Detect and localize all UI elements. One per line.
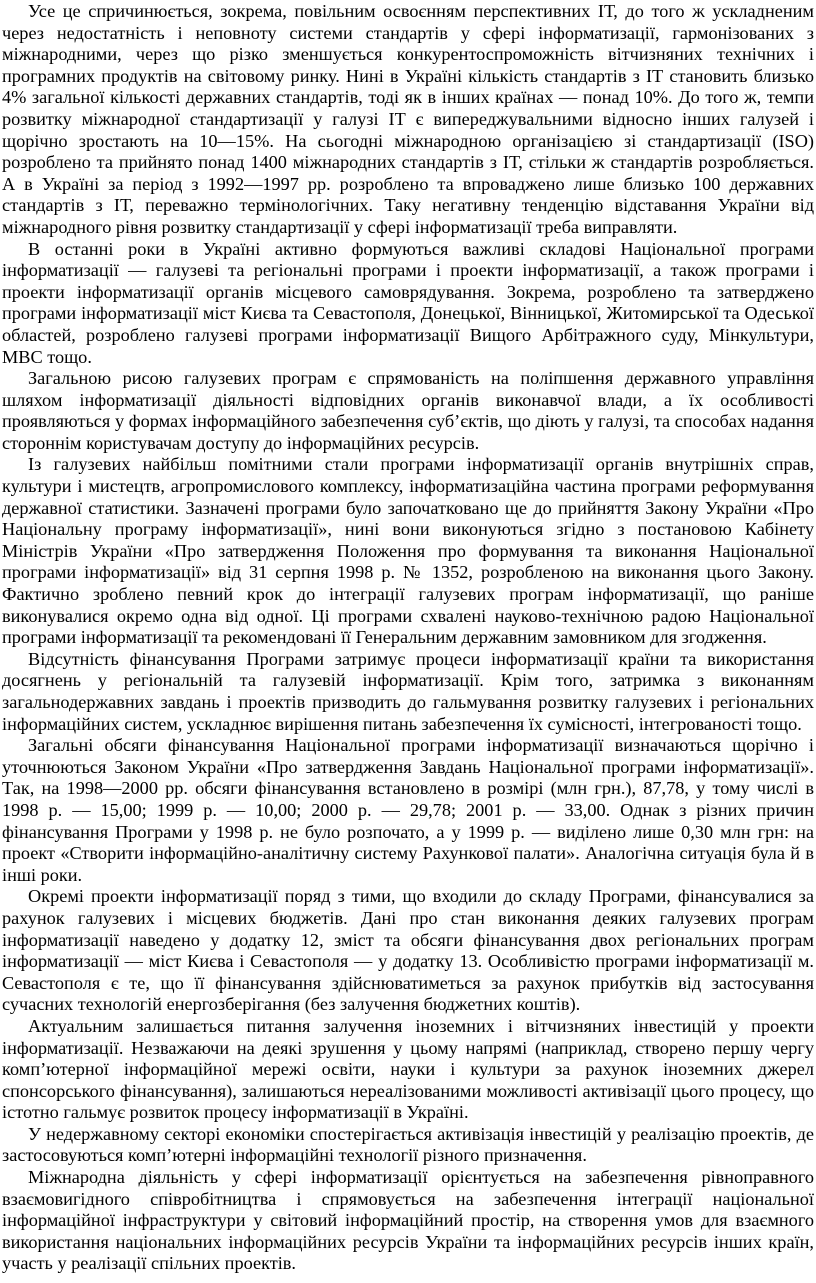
paragraph-regional-programs: В останні роки в Україні активно формуються важливі складові Національної програми інформатизації — галузеві та регіональні програми і проекти інформатизації, а також програми і проекти інформатизації органів місцевого самоврядування. Зокрема, розроблено та затверджено програми інформатизації міст Києва та Севастополя, Донецької, Вінницької, Житомирської та Одеської областей, розроблено галузеві програми інформатизації Вищого Арбітражного суду, Мінкультури, МВС тощо.	[2, 238, 814, 367]
paragraph-investments: Актуальним залишається питання залучення іноземних і вітчизняних інвестицій у проекти інформатизації. Незважаючи на деякі зрушення у цьому напрямі (наприклад, створено першу чергу комп’ютерної інформаційної мережі освіти, науки і культури за рахунок іноземних джерел спонсорського фінансування), залишаються нереалізованими можливості активізації цього процесу, що істотно гальмує розвиток процесу інформатизації в Україні.	[2, 1015, 814, 1123]
paragraph-lack-of-funding: Відсутність фінансування Програми затримує процеси інформатизації країни та використання досягнень у регіональній та галузевій інформатизації. Крім того, затримка з виконанням загальнодержавних завдань і проектів призводить до гальмування розвитку галузевих і регіональних інформаційних систем, ускладнює вирішення питань забезпечення їх сумісності, інтегрованості тощо.	[2, 648, 814, 734]
paragraph-common-features: Загальною рисою галузевих програм є спрямованість на поліпшення державного управління шляхом інформатизації діяльності відповідних органів виконавчої влади, а їх особливості проявляються у формах інформаційного забезпечення суб’єктів, що діють у галузі, та способах надання стороннім користувачам доступу до інформаційних ресурсів.	[2, 368, 814, 453]
paragraph-local-budgets: Окремі проекти інформатизації поряд з тими, що входили до складу Програми, фінансувалися за рахунок галузевих і місцевих бюджетів. Дані про стан виконання деяких галузевих програм інформатизації наведено у додатку 12, зміст та обсяги фінансування двох регіональних програм інформатизації — міст Києва і Севастополя — у додатку 13. Особливістю програми інформатизації м. Севастополя є те, що її фінансування здійснюватиметься за рахунок прибутків від застосування сучасних технологій енергозберігання (без залучення бюджетних коштів).	[2, 886, 814, 1015]
paragraph-funding-volumes: Загальні обсяги фінансування Національної програми інформатизації визначаються щорічно і уточнюються Законом України «Про затвердження Завдань Національної програми інформатизації». Так, на 1998—2000 рр. обсяги фінансування встановлено в розмірі (млн грн.), 87,78, у тому числі в 1998 р. — 15,00; 1999 р. — 10,00; 2000 р. — 29,78; 2001 р. — 33,00. Однак з різних причин фінансування Програми у 1998 р. не було розпочато, а у 1999 р. — виділено лише 0,30 млн грн: на проект «Створити інформаційно-аналітичну систему Рахункової палати». Аналогічна ситуація була й в інші роки.	[2, 735, 814, 885]
paragraph-sector-programs: Із галузевих найбільш помітними стали програми інформатизації органів внутрішніх справ, культури і мистецтв, агропромислового комплексу, інформатизаційна частина програми реформування державної статистики. Зазначені програми було започатковано ще до прийняття Закону України «Про Національну програму інформатизації», нині вони виконуються згідно з постановою Кабінету Міністрів України «Про затвердження Положення про формування та виконання Національної програми інформатизації» від 31 серпня 1998 р. № 1352, розробленою на виконання цього Закону. Фактично зроблено певний крок до інтеграції галузевих програм інформатизації, що раніше виконувалися окремо одна від одної. Ці програми схвалені науково-технічною радою Національної програми інформатизації та рекомендовані її Генеральним державним замовником для згодження.	[2, 454, 814, 648]
paragraph-international: Міжнародна діяльність у сфері інформатизації орієнтується на забезпечення рівноправного взаємовигідного співробітництва і спрямовується на забезпечення інтеграції національної інформаційної інфраструктури у світовий інформаційний простір, на створення умов для взаємного використання національних інформаційних ресурсів України та інформаційних ресурсів інших країн, участь у реалізації спільних проектів.	[2, 1167, 814, 1274]
paragraph-private-sector: У недержавному секторі економіки спостерігається активізація інвестицій у реалізацію проектів, де застосовуються комп’ютерні інформаційні технології різного призначення.	[2, 1123, 814, 1166]
paragraph-standards: Усе це спричинюється, зокрема, повільним освоєнням перспективних ІТ, до того ж ускладненим через недостатність і неповноту системи стандартів у сфері інформатизації, гармонізованих з міжнародними, через що різко зменшується конкурентоспроможність вітчизняних технічних і програмних продуктів на світовому ринку. Нині в Україні кількість стандартів з ІТ становить близько 4% загальної кількості державних стандартів, тоді як в інших країнах — понад 10%. До того ж, темпи розвитку міжнародної стандартизації у галузі ІТ є випереджувальними відносно інших галузей і щорічно зростають на 10—15%. На сьогодні міжнародною організацією зі стандартизації (ISO) розроблено та прийнято понад 1400 міжнародних стандартів з ІТ, стільки ж стандартів розробляється. А в Україні за період з 1992—1997 рр. розроблено та впроваджено лише близько 100 державних стандартів з ІТ, переважно термінологічних. Таку негативну тенденцію відставання України від міжнародного рівня розвитку стандартизації у сфері інформатизації треба виправляти.	[2, 1, 814, 237]
